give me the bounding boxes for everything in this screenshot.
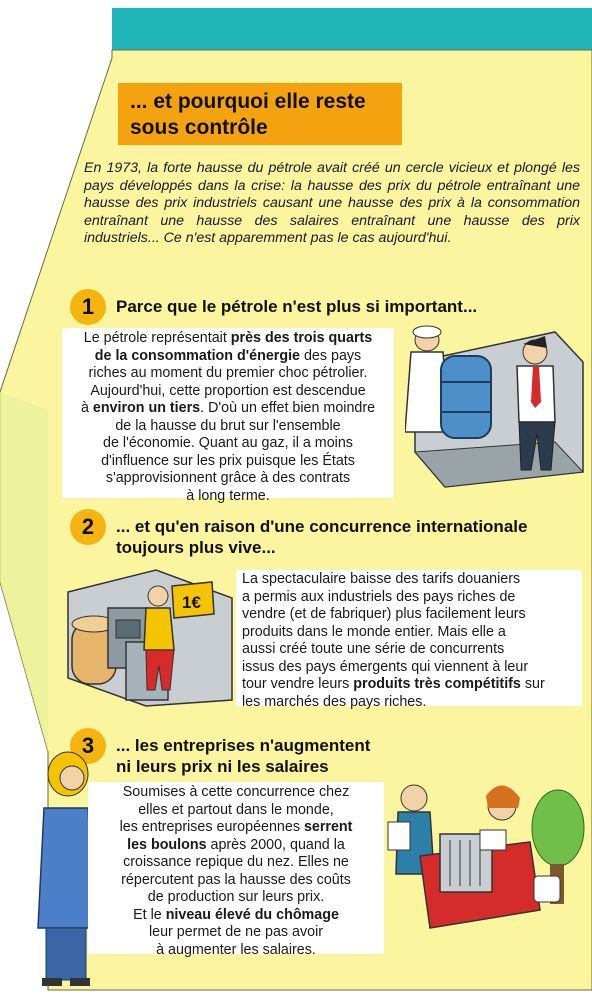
text-run: produits dans le monde entier. Mais elle a bbox=[242, 623, 506, 640]
text-run: répercutent pas la hausse des coûts bbox=[121, 871, 351, 888]
text-run: à long terme. bbox=[186, 487, 270, 504]
text-run: s'approvisionnent grâce à des contrats bbox=[105, 470, 351, 486]
section-1-line bbox=[62, 418, 394, 436]
illustration-machines bbox=[66, 568, 234, 708]
text-run: à bbox=[80, 400, 93, 416]
text-run: Le pétrole représentait bbox=[83, 330, 231, 346]
section-2-line bbox=[242, 641, 580, 659]
section-1-line bbox=[62, 488, 394, 506]
text-run: des pays bbox=[300, 347, 362, 364]
section-2-heading-line-2: toujours plus vive... bbox=[116, 538, 276, 557]
section-2-line bbox=[242, 571, 580, 589]
title-line-1: ... et pourquoi elle reste bbox=[130, 90, 366, 113]
section-1-line bbox=[62, 400, 394, 418]
section-2-line bbox=[242, 624, 580, 642]
text-run: leur permet de ne pas avoir bbox=[148, 924, 324, 940]
price-tag-label: 1€ bbox=[182, 593, 201, 612]
text-run: de la hausse du brut sur l'ensemble bbox=[115, 417, 341, 434]
section-3-line bbox=[88, 924, 384, 942]
text-run: aussi créé toute une série de concurrents bbox=[242, 641, 505, 657]
section-3-heading-line-1: ... les entreprises n'augmentent bbox=[116, 736, 371, 755]
bold-text: serrent bbox=[303, 819, 353, 835]
text-run: les entreprises européennes bbox=[119, 819, 304, 835]
section-2-line bbox=[242, 659, 580, 677]
text-run: après 2000, quand la bbox=[206, 836, 345, 853]
bold-text: environ un tiers bbox=[92, 400, 201, 416]
text-run: d'influence sur les prix puisque les États bbox=[101, 452, 355, 469]
section-2-heading-line-1: ... et qu'en raison d'une concurrence internationale bbox=[116, 517, 528, 536]
section-1-heading: Parce que le pétrole n'est plus si important... bbox=[116, 297, 478, 316]
bold-text: les boulons bbox=[127, 836, 207, 853]
section-2-line bbox=[242, 606, 580, 624]
section-3-line bbox=[88, 819, 384, 837]
section-2-line bbox=[242, 589, 580, 607]
text-run: a permis aux industriels des pays riches de bbox=[242, 588, 516, 605]
section-3-line bbox=[88, 907, 384, 925]
section-1-line bbox=[62, 348, 394, 366]
section-1-line bbox=[62, 453, 394, 471]
section-1-line bbox=[62, 383, 394, 401]
text-run: de production sur leurs prix. bbox=[147, 889, 325, 905]
section-2-line bbox=[242, 676, 580, 694]
bold-text: produits très compétitifs bbox=[353, 676, 521, 692]
section-3-number: 3 bbox=[70, 728, 106, 764]
text-run: elles et partout dans le monde, bbox=[138, 801, 334, 818]
section-3-heading bbox=[116, 735, 370, 777]
text-run: les marchés des pays riches. bbox=[242, 693, 427, 710]
section-2-body bbox=[242, 571, 580, 711]
section-2-line bbox=[242, 694, 580, 712]
section-2-heading bbox=[116, 516, 527, 558]
text-run: . D'où un effet bien moindre bbox=[200, 400, 376, 416]
section-3-line bbox=[88, 942, 384, 960]
section-1-number: 1 bbox=[70, 289, 106, 325]
text-run: Aujourd'hui, cette proportion est descendue bbox=[90, 382, 366, 399]
page-title bbox=[130, 89, 400, 141]
section-2-number: 2 bbox=[70, 509, 106, 545]
section-3-heading-line-2: ni leurs prix ni les salaires bbox=[116, 757, 329, 776]
section-3-line bbox=[88, 837, 384, 855]
bold-text: près des trois quarts bbox=[230, 330, 373, 346]
text-run: à augmenter les salaires. bbox=[156, 941, 316, 958]
title-line-2: sous contrôle bbox=[130, 116, 268, 139]
text-run: croissance repique du nez. Elles ne bbox=[123, 854, 349, 870]
text-run: vendre (et de fabriquer) plus facilement leurs bbox=[242, 606, 526, 622]
bold-text: niveau élevé du chômage bbox=[165, 906, 339, 923]
section-1-body bbox=[62, 330, 394, 505]
illustration-office bbox=[380, 764, 586, 940]
text-run: riches au moment du premier choc pétrolier. bbox=[88, 365, 368, 381]
intro-paragraph: En 1973, la forte hausse du pétrole avait créé un cercle vicieux et plongé les pays développés dans la crise: la hausse des prix du pétrole entraînant une hausse des prix industriels causant une hausse des prix à la consommation entraînant une hausse des salaires entraînant une hausse des prix industriels... Ce n'est apparemment pas le cas aujourd'hui. bbox=[84, 160, 580, 247]
section-3-line bbox=[88, 784, 384, 802]
illustration-oil-barrel bbox=[405, 322, 590, 492]
section-3-line bbox=[88, 889, 384, 907]
section-3-body bbox=[88, 784, 384, 959]
text-run: Soumises à cette concurrence chez bbox=[122, 784, 350, 800]
text-run: Et le bbox=[133, 906, 166, 923]
section-1-line bbox=[62, 365, 394, 383]
section-3-line bbox=[88, 872, 384, 890]
section-1-line bbox=[62, 330, 394, 348]
text-run: tour vendre leurs bbox=[242, 676, 354, 692]
section-3-line bbox=[88, 854, 384, 872]
text-run: de l'économie. Quant au gaz, il a moins bbox=[103, 435, 353, 451]
bold-text: de la consommation d'énergie bbox=[94, 347, 300, 364]
section-3-line bbox=[88, 802, 384, 820]
text-run: issus des pays émergents qui viennent à leur bbox=[242, 658, 529, 675]
chevron-shape bbox=[0, 392, 48, 752]
text-run: sur bbox=[520, 676, 545, 692]
section-1-line bbox=[62, 435, 394, 453]
text-run: La spectaculaire baisse des tarifs douaniers bbox=[242, 571, 521, 587]
section-1-line bbox=[62, 470, 394, 488]
